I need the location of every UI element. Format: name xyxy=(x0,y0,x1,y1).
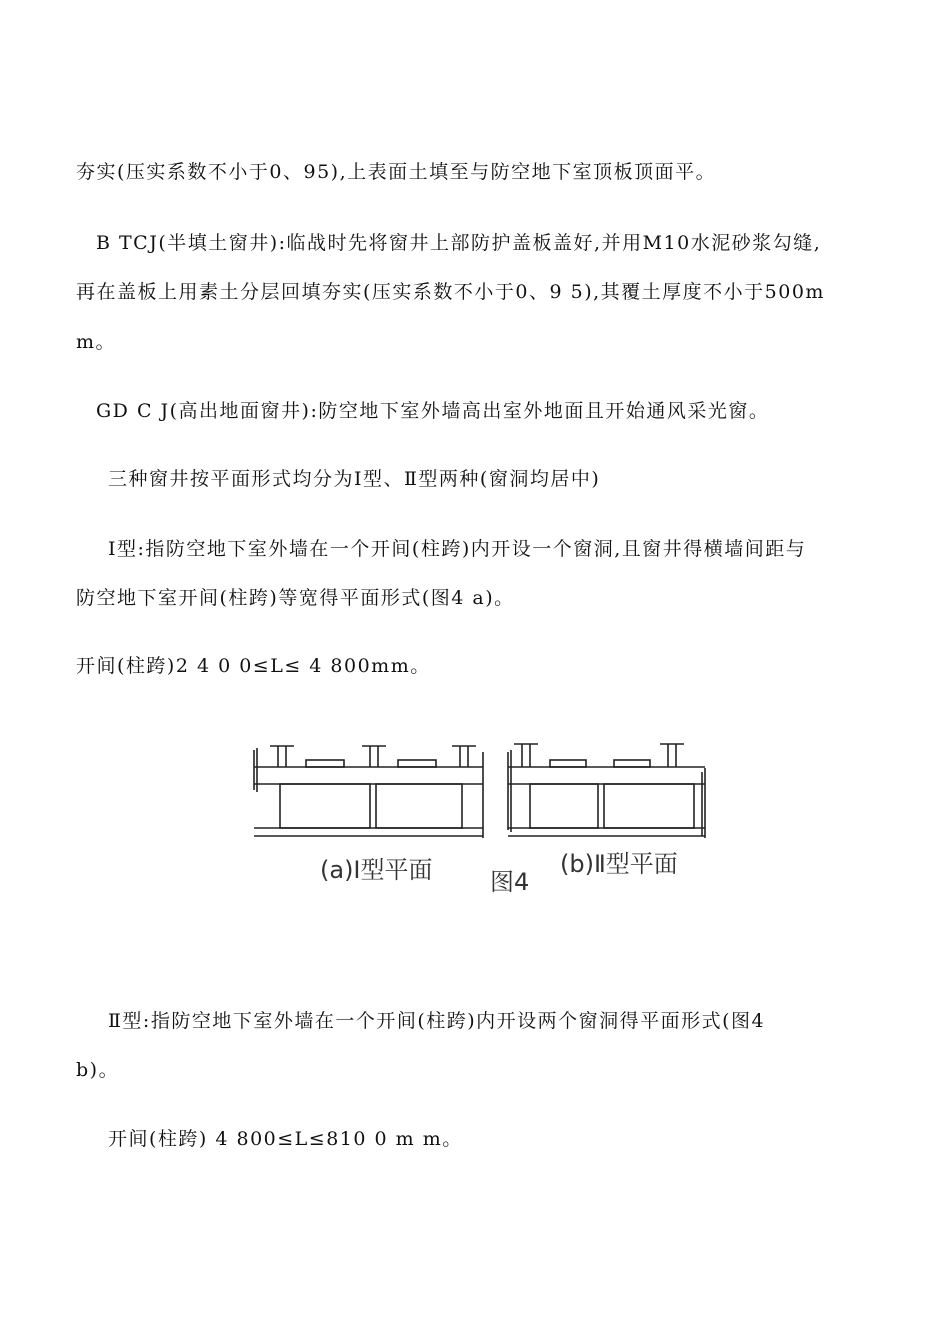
figure-drawing xyxy=(250,738,720,898)
text-line-9: 开间(柱跨)2 4 0 0≤L≤ 4 800mm。 xyxy=(76,655,431,677)
text-line-7: Ⅰ型:指防空地下室外墙在一个开间(柱跨)内开设一个窗洞,且窗井得横墙间距与 xyxy=(108,538,807,560)
text-line-10: Ⅱ型:指防空地下室外墙在一个开间(柱跨)内开设两个窗洞得平面形式(图4 xyxy=(108,1010,766,1032)
figure-4-window-well-plans xyxy=(250,738,720,898)
text-line-1: 夯实(压实系数不小于0、95),上表面土填至与防空地下室顶板顶面平。 xyxy=(76,161,717,183)
text-line-5: GD C J(高出地面窗井):防空地下室外墙高出室外地面且开始通风采光窗。 xyxy=(96,400,770,422)
text-line-4: m。 xyxy=(76,331,117,353)
figure-caption-number: 图4 xyxy=(490,868,530,896)
text-line-11: b)。 xyxy=(76,1059,120,1081)
figure-caption-a: (a)Ⅰ型平面 xyxy=(320,856,433,884)
text-line-3: 再在盖板上用素土分层回填夯实(压实系数不小于0、9 5),其覆土厚度不小于500m xyxy=(76,281,825,303)
text-line-6: 三种窗井按平面形式均分为Ⅰ型、Ⅱ型两种(窗洞均居中) xyxy=(108,468,601,490)
text-line-2: B TCJ(半填土窗井):临战时先将窗井上部防护盖板盖好,并用M10水泥砂浆勾缝, xyxy=(96,232,822,254)
text-line-12: 开间(柱跨) 4 800≤L≤810 0 m m。 xyxy=(108,1128,463,1150)
figure-caption-b: (b)Ⅱ型平面 xyxy=(560,850,678,878)
text-line-8: 防空地下室开间(柱跨)等宽得平面形式(图4 a)。 xyxy=(76,587,515,609)
